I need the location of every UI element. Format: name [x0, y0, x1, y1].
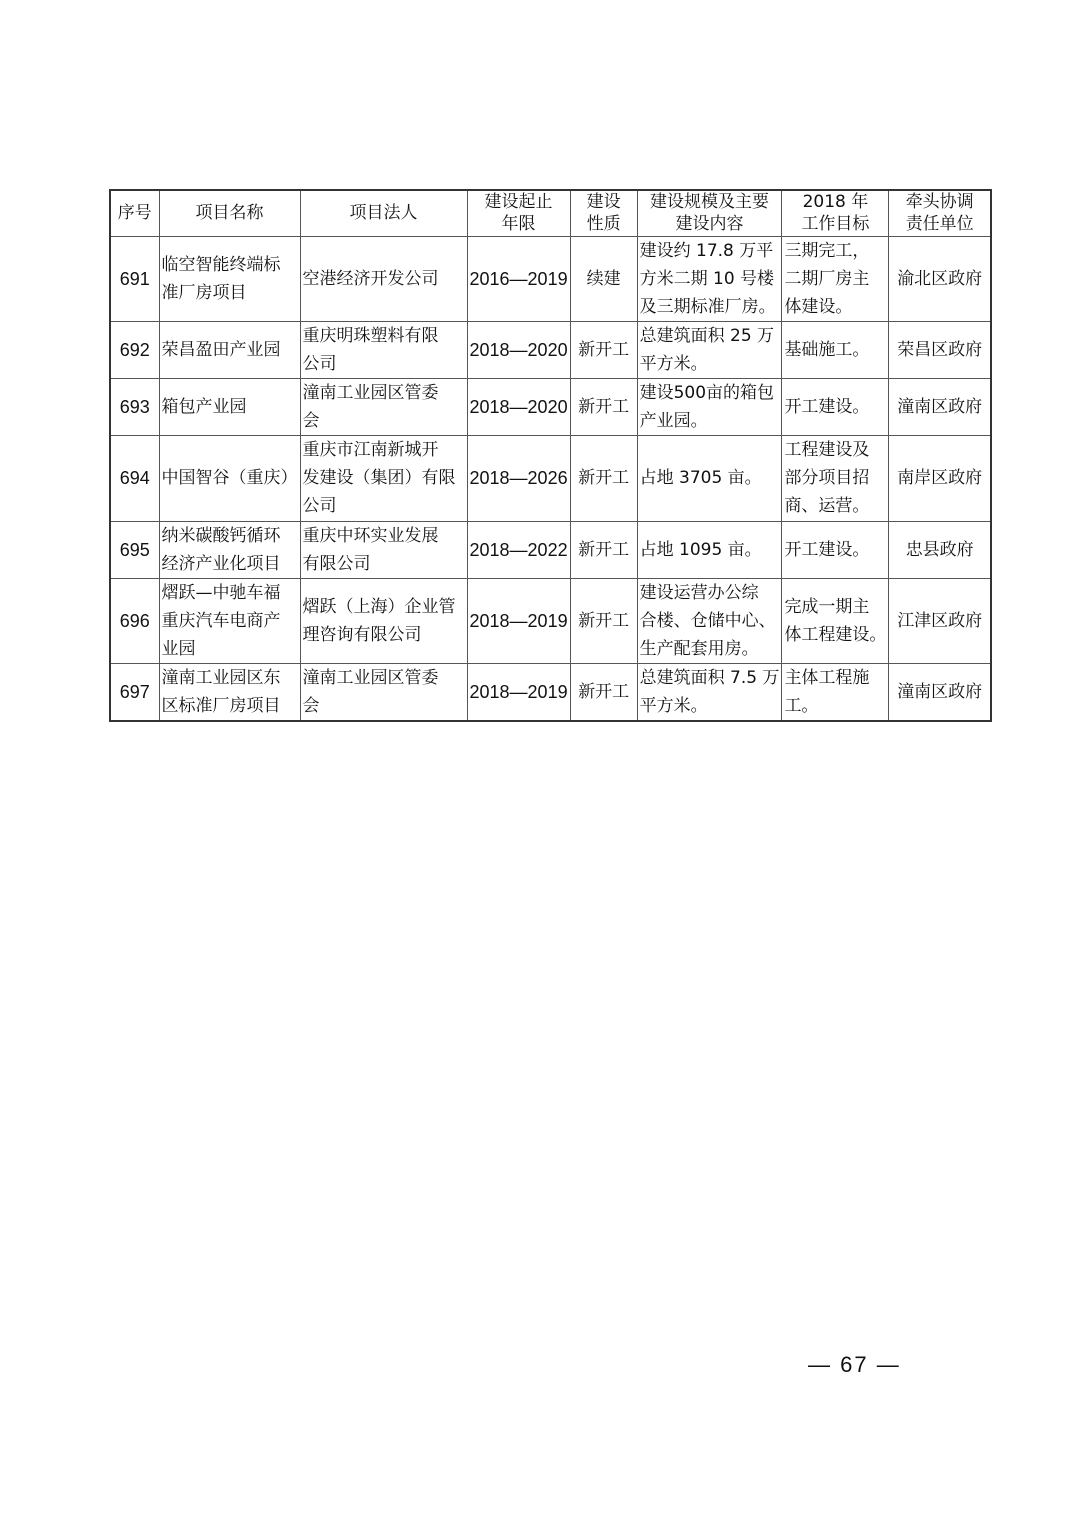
- cell-line: 及三期标准厂房。: [639, 296, 776, 317]
- cell-line: 重庆市江南新城开: [302, 440, 439, 460]
- table-header-row: [110, 190, 991, 236]
- cell-scope: [637, 663, 782, 721]
- cell-name: [159, 435, 300, 521]
- cell-goal: [782, 435, 889, 521]
- cell-type: 新开工: [570, 663, 637, 721]
- cell-owner: [300, 236, 467, 321]
- header-line: 性质: [586, 214, 621, 235]
- cell-name: [159, 236, 300, 321]
- header-line: 建设内容: [675, 214, 744, 235]
- cell-line: 理咨询有限公司: [302, 624, 422, 645]
- cell-line: 重庆明珠塑料有限: [302, 325, 439, 346]
- cell-line: 经济产业化项目: [161, 553, 281, 574]
- cell-line: 业园: [161, 638, 196, 659]
- header-line: 建设规模及主要: [650, 192, 770, 213]
- cell-line: 重庆中环实业发展: [302, 525, 439, 546]
- cell-line: 总建筑面积 25 万: [639, 325, 775, 346]
- header-line: 工作目标: [801, 214, 870, 235]
- cell-goal: [782, 521, 889, 578]
- cell-line: 占地 3705 亩。: [639, 468, 762, 488]
- cell-owner: [300, 321, 467, 378]
- cell-line: 熠跃（上海）企业管: [302, 596, 456, 617]
- cell-line: 开工建设。: [784, 539, 870, 560]
- cell-unit: 潼南区政府: [889, 378, 991, 435]
- cell-line: 公司: [302, 353, 337, 374]
- cell-unit: 南岸区政府: [889, 435, 991, 521]
- cell-line: 潼南工业园区东: [161, 667, 281, 688]
- cell-unit: 荣昌区政府: [889, 321, 991, 378]
- header-line: 年限: [501, 214, 536, 235]
- header-line: 牵头协调: [905, 192, 974, 213]
- project-table: [109, 189, 992, 722]
- cell-goal: [782, 663, 889, 721]
- cell-name: [159, 378, 300, 435]
- header-no: [110, 190, 159, 236]
- cell-line: 公司: [302, 496, 337, 516]
- cell-line: 重庆汽车电商产: [161, 610, 281, 631]
- cell-line: 发建设（集团）有限: [302, 468, 456, 488]
- cell-unit: 潼南区政府: [889, 663, 991, 721]
- cell-scope: [637, 435, 782, 521]
- cell-type: 新开工: [570, 378, 637, 435]
- cell-period: 2018—2019: [467, 578, 570, 663]
- cell-line: 产业园。: [639, 410, 708, 431]
- cell-no: 696: [110, 578, 159, 663]
- cell-line: 占地 1095 亩。: [639, 539, 762, 560]
- header-goal: [782, 190, 889, 236]
- cell-name: [159, 663, 300, 721]
- table-row: [110, 236, 991, 321]
- cell-line: 会: [302, 695, 320, 716]
- table-row: [110, 521, 991, 578]
- cell-goal: [782, 578, 889, 663]
- cell-line: 工。: [784, 695, 819, 716]
- cell-scope: [637, 378, 782, 435]
- cell-name: [159, 578, 300, 663]
- table-row: [110, 378, 991, 435]
- table-row: [110, 321, 991, 378]
- cell-line: 开工建设。: [784, 396, 870, 417]
- cell-owner: [300, 578, 467, 663]
- header-line: 项目名称: [195, 203, 264, 224]
- cell-period: 2018—2020: [467, 321, 570, 378]
- cell-unit: 江津区政府: [889, 578, 991, 663]
- cell-line: 合楼、仓储中心、: [639, 610, 776, 631]
- cell-line: 会: [302, 410, 320, 431]
- cell-period: 2018—2020: [467, 378, 570, 435]
- cell-line: 基础施工。: [784, 339, 870, 360]
- cell-line: 总建筑面积 7.5 万: [639, 667, 780, 688]
- cell-owner: [300, 521, 467, 578]
- cell-line: 体建设。: [784, 296, 853, 317]
- cell-period: 2018—2022: [467, 521, 570, 578]
- cell-line: 建设约 17.8 万平: [639, 240, 774, 261]
- cell-name: [159, 321, 300, 378]
- cell-type: 新开工: [570, 521, 637, 578]
- cell-line: 箱包产业园: [161, 396, 247, 417]
- header-line: 项目法人: [349, 203, 418, 224]
- cell-line: 体工程建设。: [784, 624, 887, 645]
- cell-line: 商、运营。: [784, 496, 870, 516]
- header-name: [159, 190, 300, 236]
- table-row: [110, 435, 991, 521]
- cell-scope: [637, 521, 782, 578]
- cell-goal: [782, 321, 889, 378]
- cell-line: 完成一期主: [784, 596, 870, 617]
- cell-line: 平方米。: [639, 353, 708, 374]
- header-line: 2018 年: [802, 192, 869, 213]
- cell-line: 二期厂房主: [784, 268, 870, 289]
- table-row: [110, 578, 991, 663]
- header-unit: [889, 190, 991, 236]
- cell-no: 695: [110, 521, 159, 578]
- cell-goal: [782, 236, 889, 321]
- cell-scope: [637, 321, 782, 378]
- cell-no: 691: [110, 236, 159, 321]
- cell-unit: 渝北区政府: [889, 236, 991, 321]
- cell-line: 方米二期 10 号楼: [639, 268, 775, 289]
- header-scope: [637, 190, 782, 236]
- cell-type: 新开工: [570, 435, 637, 521]
- cell-line: 空港经济开发公司: [302, 268, 439, 289]
- cell-no: 694: [110, 435, 159, 521]
- cell-line: 潼南工业园区管委: [302, 382, 439, 403]
- header-owner: [300, 190, 467, 236]
- cell-type: 新开工: [570, 321, 637, 378]
- cell-line: 建设500亩的箱包: [639, 382, 775, 403]
- cell-no: 697: [110, 663, 159, 721]
- cell-line: 纳米碳酸钙循环: [161, 525, 281, 546]
- cell-name: [159, 521, 300, 578]
- page-number: — 67 —: [808, 1352, 901, 1377]
- cell-line: 工程建设及: [784, 440, 870, 460]
- cell-line: 有限公司: [302, 553, 371, 574]
- cell-type: 续建: [570, 236, 637, 321]
- cell-period: 2016—2019: [467, 236, 570, 321]
- header-line: 责任单位: [905, 214, 974, 235]
- header-line: 序号: [117, 203, 152, 224]
- cell-no: 693: [110, 378, 159, 435]
- cell-line: 准厂房项目: [161, 282, 247, 303]
- cell-line: 熠跃—中驰车福: [161, 582, 281, 603]
- header-line: 建设起止: [484, 192, 553, 213]
- cell-no: 692: [110, 321, 159, 378]
- cell-scope: [637, 236, 782, 321]
- cell-type: 新开工: [570, 578, 637, 663]
- cell-period: 2018—2019: [467, 663, 570, 721]
- cell-owner: [300, 378, 467, 435]
- cell-line: 临空智能终端标: [161, 254, 281, 275]
- cell-scope: [637, 578, 782, 663]
- cell-line: 三期完工，: [784, 240, 870, 261]
- cell-line: 区标准厂房项目: [161, 695, 281, 716]
- cell-owner: [300, 435, 467, 521]
- cell-line: 生产配套用房。: [639, 638, 759, 659]
- header-line: 建设: [586, 192, 621, 213]
- cell-line: 荣昌盈田产业园: [161, 339, 281, 360]
- cell-owner: [300, 663, 467, 721]
- table-row: [110, 663, 991, 721]
- cell-unit: 忠县政府: [889, 521, 991, 578]
- header-period: [467, 190, 570, 236]
- cell-line: 主体工程施: [784, 667, 870, 688]
- cell-line: 建设运营办公综: [639, 582, 759, 603]
- header-type: [570, 190, 637, 236]
- cell-line: 潼南工业园区管委: [302, 667, 439, 688]
- cell-line: 部分项目招: [784, 468, 870, 488]
- cell-line: 平方米。: [639, 695, 708, 716]
- cell-period: 2018—2026: [467, 435, 570, 521]
- cell-line: 中国智谷（重庆）: [161, 468, 298, 488]
- cell-goal: [782, 378, 889, 435]
